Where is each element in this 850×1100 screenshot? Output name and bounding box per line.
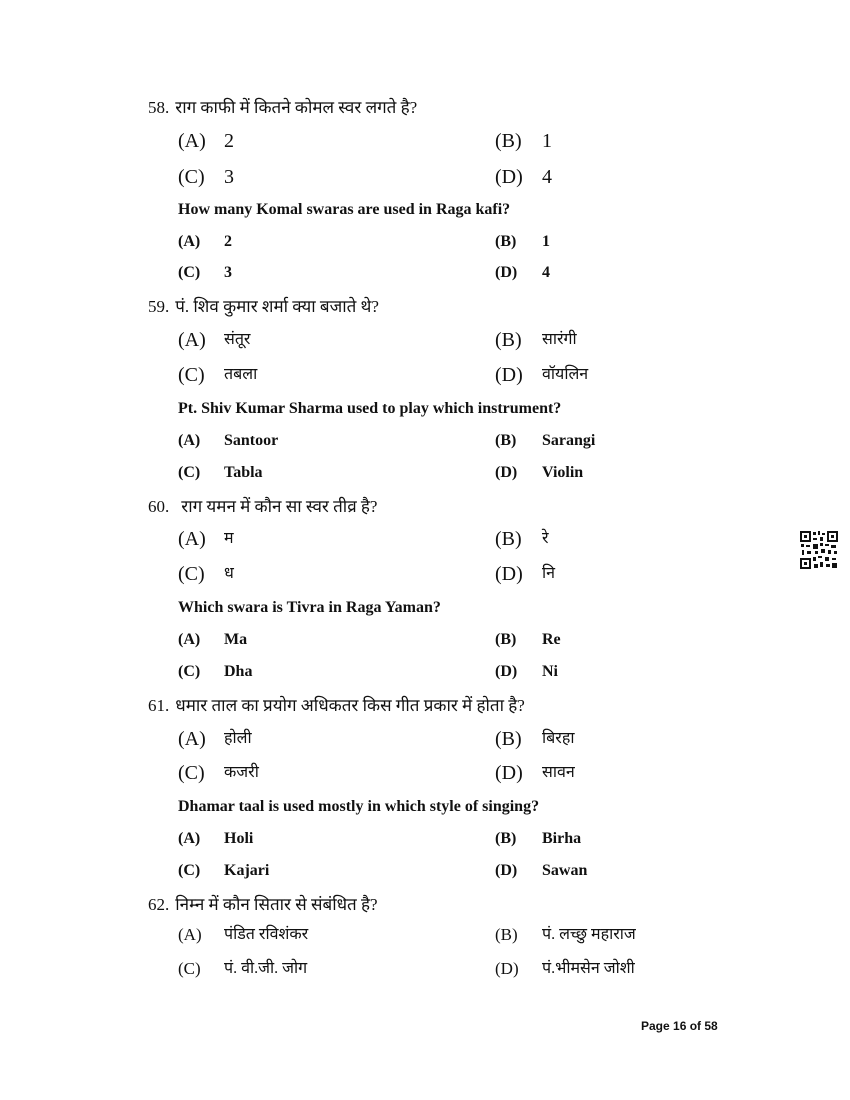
option-row [0, 561, 850, 587]
option-text: 2 [224, 233, 232, 250]
option-text: 1 [542, 130, 552, 152]
option-label: (D) [495, 959, 519, 978]
option-label: (D) [495, 364, 523, 386]
question-text-english: Dhamar taal is used mostly in which style of singing? [178, 798, 540, 815]
option-text: Sawan [542, 862, 588, 879]
option-label: (D) [495, 563, 523, 585]
page-number: Page 16 of 58 [641, 1019, 718, 1033]
question-text-hindi: धमार ताल का प्रयोग अधिकतर किस गीत प्रकार में होता है? [175, 696, 525, 715]
option-label: (C) [178, 762, 205, 784]
qr-code-icon [799, 530, 839, 570]
option-text: सावन [542, 764, 575, 781]
option-label: (B) [495, 432, 517, 449]
question-text-english: How many Komal swaras are used in Raga kafi? [178, 201, 511, 218]
option-label: (A) [178, 233, 201, 250]
option-text: Ni [542, 663, 558, 680]
option-text: सारंगी [542, 331, 577, 348]
option-label: (D) [495, 464, 518, 481]
option-row [0, 826, 850, 852]
option-text: ध [224, 565, 234, 582]
option-label: (C) [178, 166, 205, 188]
question-text-english: Which swara is Tivra in Raga Yaman? [178, 599, 441, 616]
option-row [0, 922, 850, 948]
option-text: Tabla [224, 464, 263, 481]
option-label: (D) [495, 663, 518, 680]
option-label: (B) [495, 728, 522, 750]
question-number: 61. [148, 696, 170, 715]
question-60-hindi [148, 494, 377, 517]
option-text: पं. लच्छु महाराज [542, 926, 636, 943]
option-label: (A) [178, 830, 201, 847]
option-label: (B) [495, 925, 518, 944]
option-text: पंडित रविशंकर [224, 926, 309, 943]
option-label: (C) [178, 464, 201, 481]
option-label: (A) [178, 925, 202, 944]
option-text: संतूर [224, 331, 251, 348]
option-row [0, 164, 850, 190]
option-row [0, 526, 850, 552]
option-row [0, 260, 850, 286]
option-text: 3 [224, 166, 234, 188]
option-label: (D) [495, 762, 523, 784]
option-label: (A) [178, 728, 206, 750]
option-label: (A) [178, 432, 201, 449]
option-label: (C) [178, 663, 201, 680]
option-text: 4 [542, 166, 552, 188]
option-row [0, 760, 850, 786]
option-label: (A) [178, 329, 206, 351]
option-text: 4 [542, 264, 550, 281]
option-label: (A) [178, 528, 206, 550]
option-text: बिरहा [542, 730, 575, 747]
question-number: 58. [148, 98, 170, 117]
option-label: (B) [495, 130, 522, 152]
option-label: (C) [178, 862, 201, 879]
option-text: Santoor [224, 432, 279, 449]
question-62-hindi [148, 892, 378, 915]
question-61-hindi [148, 693, 525, 716]
question-number: 60. [148, 497, 170, 516]
question-number: 59. [148, 297, 170, 316]
option-row [0, 726, 850, 752]
question-59-hindi [148, 294, 379, 317]
option-text: कजरी [224, 764, 259, 781]
option-label: (C) [178, 264, 201, 281]
option-text: 2 [224, 130, 234, 152]
option-label: (B) [495, 830, 517, 847]
option-label: (C) [178, 959, 201, 978]
option-text: Re [542, 631, 561, 648]
option-row [0, 128, 850, 154]
option-text: Dha [224, 663, 253, 680]
option-label: (B) [495, 528, 522, 550]
option-label: (A) [178, 631, 201, 648]
option-row [0, 858, 850, 884]
option-label: (B) [495, 233, 517, 250]
option-text: तबला [224, 366, 258, 383]
option-text: रे [542, 530, 549, 547]
option-text: 1 [542, 233, 550, 250]
option-text: म [224, 530, 234, 547]
option-text: वॉयलिन [542, 366, 589, 383]
question-text-hindi: निम्न में कौन सितार से संबंधित है? [175, 895, 378, 914]
option-text: नि [542, 565, 556, 582]
question-text-hindi: राग यमन में कौन सा स्वर तीव्र है? [181, 497, 378, 516]
option-text: पं.भीमसेन जोशी [542, 960, 635, 977]
question-number: 62. [148, 895, 170, 914]
option-text: Kajari [224, 862, 270, 879]
option-label: (B) [495, 631, 517, 648]
option-text: Sarangi [542, 432, 596, 449]
option-label: (D) [495, 862, 518, 879]
question-text-hindi: पं. शिव कुमार शर्मा क्या बजाते थे? [175, 297, 379, 316]
question-58-hindi [148, 95, 417, 118]
question-text-hindi: राग काफी में कितने कोमल स्वर लगते है? [175, 98, 418, 117]
option-row [0, 659, 850, 685]
option-label: (B) [495, 329, 522, 351]
option-label: (C) [178, 364, 205, 386]
option-text: Birha [542, 830, 582, 847]
option-row [0, 460, 850, 486]
option-row [0, 428, 850, 454]
option-label: (D) [495, 264, 518, 281]
option-text: Violin [542, 464, 584, 481]
option-text: Ma [224, 631, 248, 648]
option-row [0, 956, 850, 982]
option-row [0, 362, 850, 388]
option-row [0, 327, 850, 353]
option-text: पं. वी.जी. जोग [224, 960, 308, 977]
option-label: (D) [495, 166, 523, 188]
option-row [0, 627, 850, 653]
option-text: Holi [224, 830, 254, 847]
option-label: (A) [178, 130, 206, 152]
option-text: 3 [224, 264, 232, 281]
option-text: होली [224, 730, 252, 747]
question-text-english: Pt. Shiv Kumar Sharma used to play which instrument? [178, 400, 562, 417]
option-label: (C) [178, 563, 205, 585]
option-row [0, 229, 850, 255]
